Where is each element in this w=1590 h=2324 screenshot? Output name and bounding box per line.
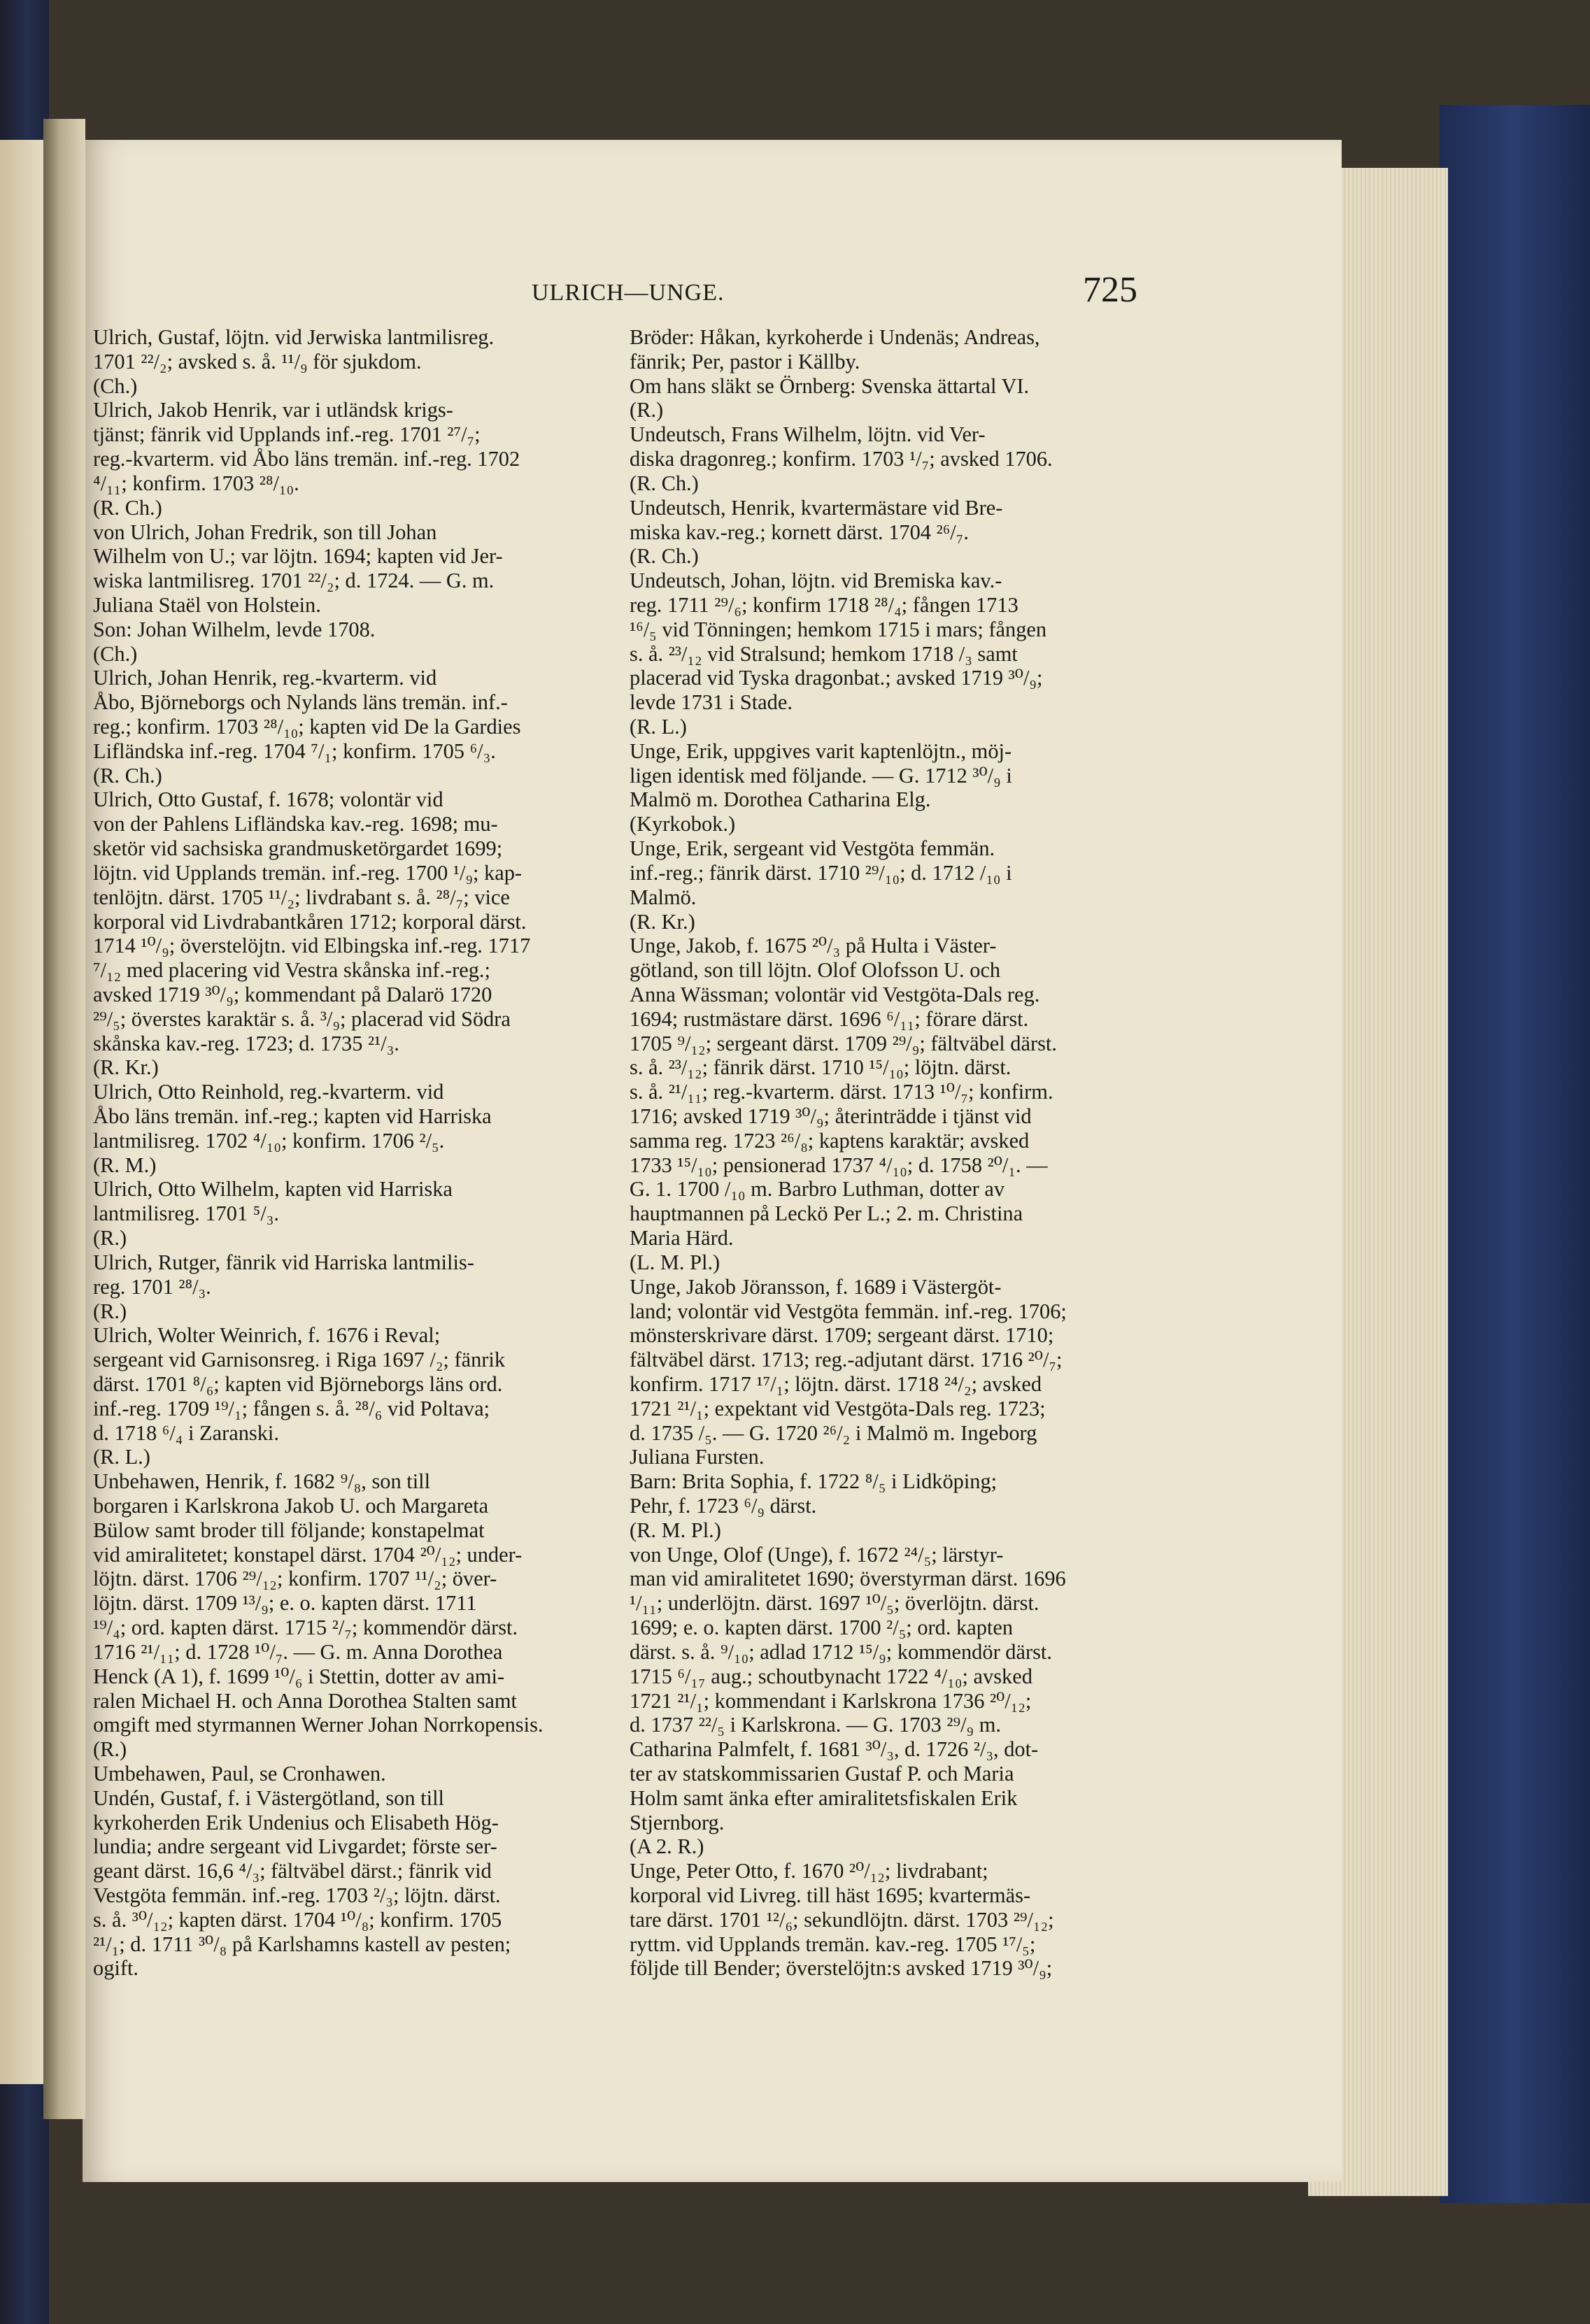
text-line: man vid amiralitetet 1690; överstyrman därst. 1696 [630,1567,1066,1591]
text-line: placerad vid Tyska dragonbat.; avsked 1719 ³⁰/₉; [630,666,1043,690]
text-line: reg. 1711 ²⁹/₆; konfirm 1718 ²⁸/₄; fången 1713 [630,592,1018,617]
text-line: Ulrich, Jakob Henrik, var i utländsk krigs- [93,398,453,422]
text-line: Juliana Fursten. [630,1445,765,1469]
text-line: Vestgöta femmän. inf.-reg. 1703 ²/₃; löjtn. därst. [93,1883,501,1907]
text-line: fältväbel därst. 1713; reg.-adjutant därst. 1716 ²⁰/₇; [630,1348,1063,1372]
text-line: 1705 ⁹/₁₂; sergeant därst. 1709 ²⁹/₉; fältväbel därst. [630,1031,1057,1055]
text-line: wiska lantmilisreg. 1701 ²²/₂; d. 1724. — G. m. [93,569,495,593]
text-line: (R. M.) [93,1153,157,1177]
text-line: korporal vid Livreg. till häst 1695; kvartermäs- [630,1883,1031,1907]
text-line: 1716 ²¹/₁₁; d. 1728 ¹⁰/₇. — G. m. Anna Dorothea [93,1639,503,1664]
text-line: Unge, Jakob, f. 1675 ²⁰/₃ på Hulta i Väster- [630,934,997,958]
text-line: Malmö. [630,885,697,909]
text-line: Wilhelm von U.; var löjtn. 1694; kapten vid Jer- [93,544,503,569]
text-line: 1714 ¹⁰/₉; överstelöjtn. vid Elbingska inf.-reg. 1717 [93,934,531,958]
text-line: därst. 1701 ⁸/₆; kapten vid Björneborgs läns ord. [93,1371,503,1396]
text-line: Undeutsch, Johan, löjtn. vid Bremiska kav.- [630,569,1002,593]
text-line: ²¹/₁; d. 1711 ³⁰/₈ på Karlshamns kastell av pesten; [93,1932,511,1956]
text-line: 1721 ²¹/₁; expektant vid Vestgöta-Dals reg. 1723; [630,1396,1046,1420]
text-line: Undén, Gustaf, f. i Västergötland, son till [93,1785,444,1810]
text-line: Stjernborg. [630,1810,725,1834]
text-line: d. 1718 ⁶/₄ i Zaranski. [93,1420,279,1445]
text-line: fänrik; Per, pastor i Källby. [630,349,860,373]
text-line: Unge, Jakob Jöransson, f. 1689 i Västergöt- [630,1274,1002,1299]
text-line: 1715 ⁶/₁₇ aug.; schoutbynacht 1722 ⁴/₁₀; avsked [630,1664,1032,1688]
text-line: konfirm. 1717 ¹⁷/₁; löjtn. därst. 1718 ²⁴/₂; avsked [630,1371,1042,1396]
text-line: Pehr, f. 1723 ⁶/₉ därst. [630,1494,817,1518]
text-line: Anna Wässman; volontär vid Vestgöta-Dals reg. [630,982,1040,1006]
text-line: Ulrich, Wolter Weinrich, f. 1676 i Reval; [93,1323,441,1348]
text-line: därst. s. å. ⁹/₁₀; adlad 1712 ¹⁵/₉; kommendör därst. [630,1639,1052,1664]
text-line: 1716; avsked 1719 ³⁰/₉; återinträdde i tjänst vid [630,1104,1032,1128]
text-line: Unbehawen, Henrik, f. 1682 ⁹/₈, son till [93,1469,431,1494]
text-line: von Unge, Olof (Unge), f. 1672 ²⁴/₅; lärstyr- [630,1542,1004,1567]
page-gutter [43,119,85,2119]
text-line: tare därst. 1701 ¹²/₆; sekundlöjtn. därst. 1703 ²⁹/₁₂; [630,1907,1054,1932]
text-line: (R.) [630,398,664,422]
text-line: Umbehawen, Paul, se Cronhawen. [93,1761,386,1785]
text-line: reg. 1701 ²⁸/₃. [93,1274,211,1299]
text-line: Juliana Staël von Holstein. [93,592,321,617]
text-line: ¹/₁₁; underlöjtn. därst. 1697 ¹⁰/₅; överlöjtn. därst. [630,1591,1039,1616]
text-line: diska dragonreg.; konfirm. 1703 ¹/₇; avsked 1706. [630,447,1053,471]
text-line: Ulrich, Rutger, fänrik vid Harriska lantmilis- [93,1250,474,1274]
text-line: följde till Bender; överstelöjtn:s avsked 1719 ³⁰/₉; [630,1956,1053,1981]
text-line: Undeutsch, Henrik, kvartermästare vid Bre- [630,495,1003,520]
text-line: s. å. ²³/₁₂ vid Stralsund; hemkom 1718 /₃ samt [630,641,1018,666]
facing-page-edge [0,140,45,2084]
text-line: (R.) [93,1299,127,1323]
text-line: ²⁹/₅; överstes karaktär s. å. ³/₉; placerad vid Södra [93,1006,511,1031]
text-line: ter av statskommissarien Gustaf P. och Maria [630,1761,1014,1785]
text-line: ¹⁹/₄; ord. kapten därst. 1715 ²/₇; kommendör därst. [93,1616,518,1640]
text-line: Bröder: Håkan, kyrkoherde i Undenäs; Andreas, [630,325,1040,349]
text-line: Unge, Peter Otto, f. 1670 ²⁰/₁₂; livdrabant; [630,1859,988,1883]
text-line: (L. M. Pl.) [630,1250,721,1274]
text-line: ⁷/₁₂ med placering vid Vestra skånska inf.-reg.; [93,958,490,983]
text-line: ralen Michael H. och Anna Dorothea Stalten samt [93,1688,517,1713]
text-line: Bülow samt broder till följande; konstapelmat [93,1518,485,1542]
text-line: avsked 1719 ³⁰/₉; kommendant på Dalarö 1720 [93,982,492,1006]
text-line: Undeutsch, Frans Wilhelm, löjtn. vid Ver- [630,422,986,447]
text-line: (R. Ch.) [93,763,162,787]
text-line: ⁴/₁₁; konfirm. 1703 ²⁸/₁₀. [93,471,299,495]
text-line: inf.-reg. 1709 ¹⁹/₁; fången s. å. ²⁸/₆ vid Poltava; [93,1396,490,1420]
text-line: sergeant vid Garnisonsreg. i Riga 1697 /₂; fänrik [93,1348,506,1372]
text-line: s. å. ²¹/₁₁; reg.-kvarterm. därst. 1713 ¹⁰/₇; konfirm. [630,1080,1053,1104]
text-line: tenlöjtn. därst. 1705 ¹¹/₂; livdrabant s. å. ²⁸/₇; vice [93,885,510,909]
text-line: von Ulrich, Johan Fredrik, son till Johan [93,520,437,544]
text-line: geant därst. 16,6 ⁴/₃; fältväbel därst.; fänrik vid [93,1859,492,1883]
text-line: miska kav.-reg.; kornett därst. 1704 ²⁶/₇. [630,520,969,544]
text-line: G. 1. 1700 /₁₀ m. Barbro Luthman, dotter av [630,1177,1005,1202]
text-line: Holm samt änka efter amiralitetsfiskalen Erik [630,1785,1018,1810]
text-line: levde 1731 i Stade. [630,690,793,715]
text-line: Ulrich, Otto Reinhold, reg.-kvarterm. vid [93,1080,444,1104]
text-line: lantmilisreg. 1702 ⁴/₁₀; konfirm. 1706 ²/₅. [93,1128,445,1153]
text-line: (R. Kr.) [630,909,695,934]
text-line: reg.; konfirm. 1703 ²⁸/₁₀; kapten vid De la Gardies [93,715,521,739]
text-line: Åbo läns tremän. inf.-reg.; kapten vid Harriska [93,1104,492,1128]
text-line: (R. L.) [93,1445,150,1469]
text-line: lantmilisreg. 1701 ⁵/₃. [93,1202,279,1226]
text-line: (R.) [93,1737,127,1762]
text-line: 1721 ²¹/₁; kommendant i Karlskrona 1736 ²⁰/₁₂; [630,1688,1032,1713]
text-line: löjtn. därst. 1709 ¹³/₉; e. o. kapten därst. 1711 [93,1591,477,1616]
text-line: land; volontär vid Vestgöta femmän. inf.-reg. 1706; [630,1299,1067,1323]
text-line: skånska kav.-reg. 1723; d. 1735 ²¹/₃. [93,1031,399,1055]
text-line: (R. M. Pl.) [630,1518,721,1542]
text-line: (R.) [93,1226,127,1250]
text-line: Ulrich, Otto Wilhelm, kapten vid Harriska [93,1177,453,1202]
text-line: Catharina Palmfelt, f. 1681 ³⁰/₃, d. 1726 ²/₃, dot- [630,1737,1039,1762]
text-line: Lifländska inf.-reg. 1704 ⁷/₁; konfirm. 1705 ⁶/₃. [93,739,496,763]
left-text-column [93,325,597,1981]
text-line: Ulrich, Johan Henrik, reg.-kvarterm. vid [93,666,437,690]
text-line: von der Pahlens Lifländska kav.-reg. 1698; mu- [93,812,498,836]
text-line: Åbo, Björneborgs och Nylands läns tremän. inf.- [93,690,508,715]
text-line: (R. Ch.) [630,544,699,569]
text-line: 1699; e. o. kapten därst. 1700 ²/₅; ord. kapten [630,1616,1014,1640]
text-line: inf.-reg.; fänrik därst. 1710 ²⁹/₁₀; d. 1712 /₁₀ i [630,860,1012,885]
text-line: löjtn. därst. 1706 ²⁹/₁₂; konfirm. 1707 ¹¹/₂; över- [93,1567,497,1591]
text-line: (R. Ch.) [630,471,699,495]
text-line: mönsterskrivare därst. 1709; sergeant därst. 1710; [630,1323,1054,1348]
text-line: reg.-kvarterm. vid Åbo läns tremän. inf.-reg. 1702 [93,447,520,471]
text-line: lundia; andre sergeant vid Livgardet; förste ser- [93,1834,497,1859]
text-line: (Kyrkobok.) [630,812,736,836]
text-line: Unge, Erik, sergeant vid Vestgöta femmän. [630,836,995,861]
text-line: 1733 ¹⁵/₁₀; pensionerad 1737 ⁴/₁₀; d. 1758 ²⁰/₁. — [630,1153,1048,1177]
text-line: ligen identisk med följande. — G. 1712 ³⁰/₉ i [630,763,1012,787]
text-line: (A 2. R.) [630,1834,704,1859]
text-line: götland, son till löjtn. Olof Olofsson U. och [630,958,1001,983]
text-line: korporal vid Livdrabantkåren 1712; korporal därst. [93,909,527,934]
text-line: (R. L.) [630,715,687,739]
text-line: (R. Kr.) [93,1055,159,1080]
text-line: s. å. ²³/₁₂; fänrik därst. 1710 ¹⁵/₁₀; löjtn. därst. [630,1055,1012,1080]
text-line: s. å. ³⁰/₁₂; kapten därst. 1704 ¹⁰/₈; konfirm. 1705 [93,1907,502,1932]
text-line: Om hans släkt se Örnberg: Svenska ättartal VI. [630,373,1030,398]
text-line: kyrkoherden Erik Undenius och Elisabeth Hög- [93,1810,499,1834]
text-line: Unge, Erik, uppgives varit kaptenlöjtn., möj- [630,739,1012,763]
text-line: tjänst; fänrik vid Upplands inf.-reg. 1701 ²⁷/₇; [93,422,481,447]
text-line: vid amiralitetet; konstapel därst. 1704 ²⁰/₁₂; under- [93,1542,523,1567]
text-line: Barn: Brita Sophia, f. 1722 ⁸/₅ i Lidköping; [630,1469,998,1494]
text-line: borgaren i Karlskrona Jakob U. och Margareta [93,1494,489,1518]
text-line: löjtn. vid Upplands tremän. inf.-reg. 1700 ¹/₉; kap- [93,860,523,885]
text-line: ogift. [93,1956,139,1981]
text-line: hauptmannen på Leckö Per L.; 2. m. Christina [630,1202,1023,1226]
text-line: Son: Johan Wilhelm, levde 1708. [93,617,376,641]
text-line: Malmö m. Dorothea Catharina Elg. [630,787,931,812]
text-line: d. 1737 ²²/₅ i Karlskrona. — G. 1703 ²⁹/₉ m. [630,1713,1001,1737]
text-line: d. 1735 /₅. — G. 1720 ²⁶/₂ i Malmö m. Ingeborg [630,1420,1037,1445]
text-line: ryttm. vid Upplands tremän. kav.-reg. 1705 ¹⁷/₅; [630,1932,1036,1956]
right-text-column [630,325,1133,1981]
text-line: Maria Härd. [630,1226,734,1250]
running-header: ULRICH—UNGE. [532,280,725,306]
text-line: omgift med styrmannen Werner Johan Norrkopensis. [93,1713,544,1737]
page-number: 725 [1083,270,1137,310]
text-line: Ulrich, Gustaf, löjtn. vid Jerwiska lantmilisreg. [93,325,495,349]
text-line: Henck (A 1), f. 1699 ¹⁰/₆ i Stettin, dotter av ami- [93,1664,505,1688]
text-line: ¹⁶/₅ vid Tönningen; hemkom 1715 i mars; fången [630,617,1047,641]
text-line: (Ch.) [93,641,138,666]
book-binding-right [1440,105,1590,2203]
text-line: 1694; rustmästare därst. 1696 ⁶/₁₁; förare därst. [630,1006,1029,1031]
text-line: (Ch.) [93,373,138,398]
text-line: 1701 ²²/₂; avsked s. å. ¹¹/₉ för sjukdom. [93,349,422,373]
text-line: samma reg. 1723 ²⁶/₈; kaptens karaktär; avsked [630,1128,1030,1153]
text-line: sketör vid sachsiska grandmusketörgardet 1699; [93,836,503,861]
text-line: Ulrich, Otto Gustaf, f. 1678; volontär vid [93,787,443,812]
text-line: (R. Ch.) [93,495,162,520]
